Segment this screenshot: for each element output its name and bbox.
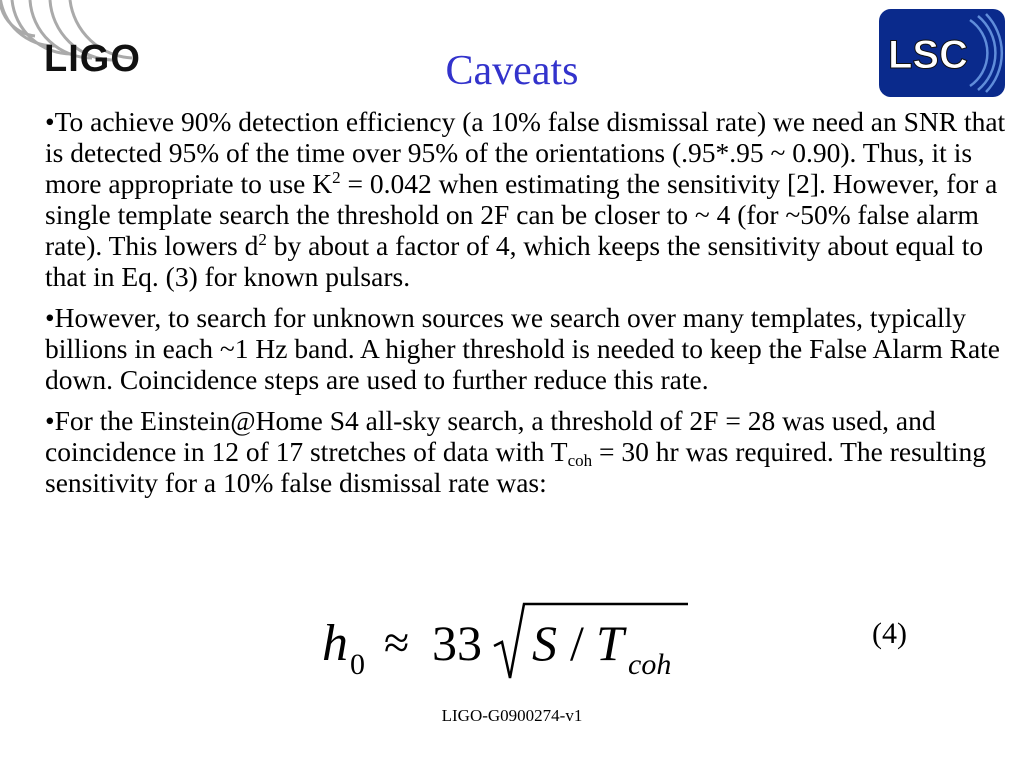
- eq-S: S: [532, 615, 557, 671]
- eq-slash: /: [570, 615, 584, 671]
- ligo-logo: LIGO: [44, 38, 141, 80]
- bullet-einstein-home: •For the Einstein@Home S4 all-sky search, a threshold of 2F = 28 was used, and coincidence in 12 of 17 stretches of data with $T_{coh} = 30$ hr was required. The resulting sensitivity for a 10% false dismissal rate was:: [45, 405, 986, 498]
- eq-coef: 33: [432, 615, 482, 671]
- slide-body: [45, 106, 1010, 508]
- eq-T-sub: coh: [628, 648, 672, 681]
- bullet-unknown-sources: •However, to search for unknown sources we search over many templates, typically billions in each ~1 Hz band. A higher threshold is needed to keep the False Alarm Rate down. Coincidence steps are used to further reduce this rate.: [45, 302, 1001, 395]
- lsc-logo-text: LSC: [888, 33, 968, 77]
- equation-number: (4): [872, 617, 907, 650]
- eq-approx: ≈: [384, 617, 410, 668]
- eq-h: h: [322, 615, 348, 672]
- sensitivity-equation: [320, 598, 700, 690]
- slide-title: Caveats: [445, 48, 579, 94]
- eq-h-sub: 0: [350, 648, 365, 681]
- bullet-detection-efficiency: •To achieve 90% detection efficiency (a 10% false dismissal rate) we need an SNR that is detected 95% of the time over 95% of the orientations (.95*.95 ~ 0.90). Thus, it is more appropriate to use $K^2 = 0.042$ when estimating the sensitivity [2]. However, for a single template search the threshold on 2F can be closer to ~ 4 (for ~50% false alarm rate). This lowers $d^2$ by about a factor of 4, which keeps the sensitivity about equal to that in Eq. (3) for known pulsars.: [45, 106, 1006, 292]
- document-id: LIGO-G0900274-v1: [441, 706, 583, 725]
- eq-T: T: [596, 615, 624, 671]
